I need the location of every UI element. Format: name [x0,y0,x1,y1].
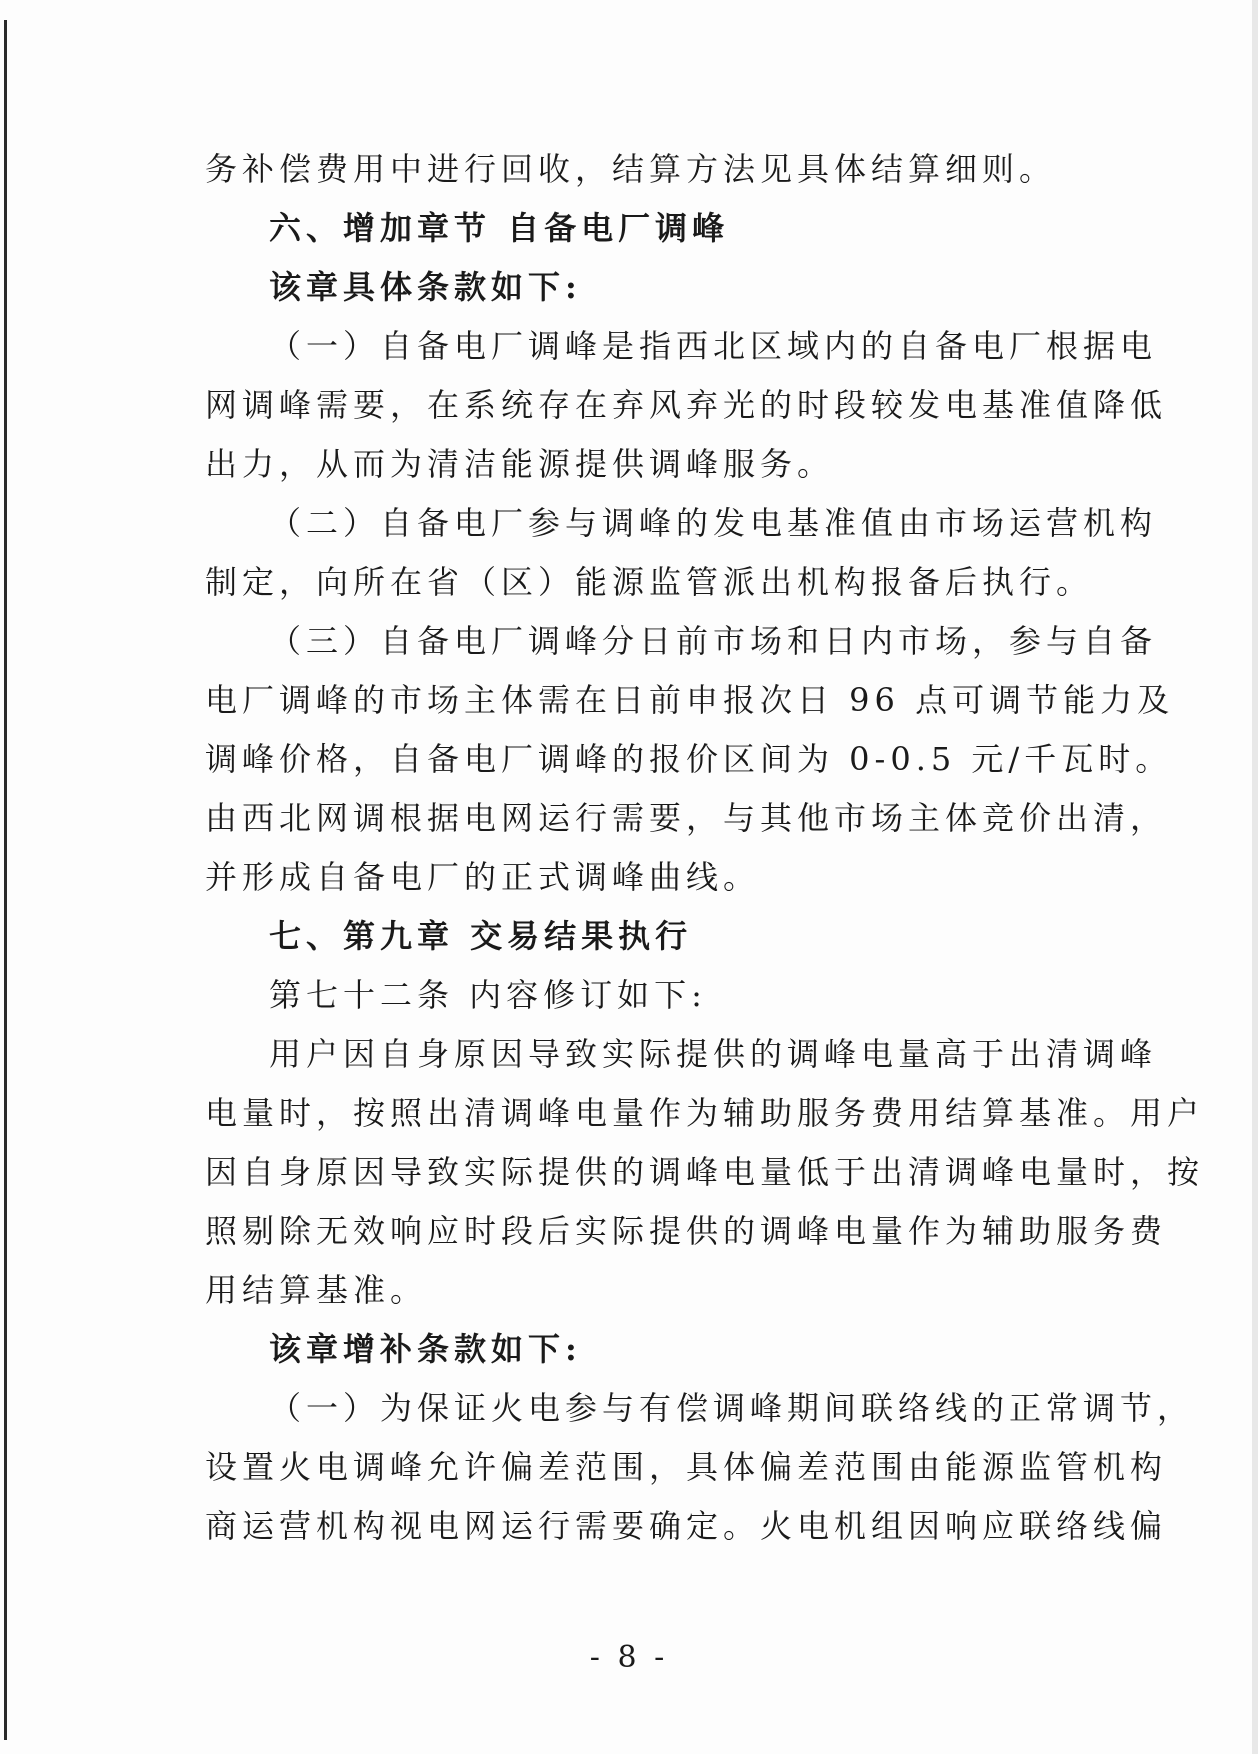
scan-left-border [4,20,7,1740]
text-line-6: 出力，从而为清洁能源提供调峰服务。 [205,445,835,483]
text-line-24: 商运营机构视电网运行需要确定。火电机组因响应联络线偏 [205,1507,1168,1545]
text-line-18: 因自身原因导致实际提供的调峰电量低于出清调峰电量时，按 [205,1153,1205,1191]
text-line-4: （一）自备电厂调峰是指西北区域内的自备电厂根据电 [269,327,1158,365]
text-line-23: 设置火电调峰允许偏差范围，具体偏差范围由能源监管机构 [205,1448,1168,1486]
section-heading-seven: 七、第九章 交易结果执行 [269,917,693,955]
subheading-supplementary-clauses: 该章增补条款如下: [269,1330,582,1368]
text-line-16: 用户因自身原因导致实际提供的调峰电量高于出清调峰 [269,1035,1158,1073]
document-body [205,140,1205,1556]
text-line-13: 并形成自备电厂的正式调峰曲线。 [205,858,761,896]
section-heading-six: 六、增加章节 自备电厂调峰 [269,209,730,247]
text-line-7: （二）自备电厂参与调峰的发电基准值由市场运营机构 [269,504,1158,542]
text-line-20: 用结算基准。 [205,1271,428,1309]
subheading-chapter-clauses: 该章具体条款如下: [269,268,582,306]
text-line-1: 务补偿费用中进行回收，结算方法见具体结算细则。 [205,150,1057,188]
text-line-9: （三）自备电厂调峰分日前市场和日内市场，参与自备 [269,622,1158,660]
text-line-10: 电厂调峰的市场主体需在日前申报次日 96 点可调节能力及 [205,681,1175,719]
text-line-19: 照剔除无效响应时段后实际提供的调峰电量作为辅助服务费 [205,1212,1168,1250]
article-72-heading: 第七十二条 内容修订如下: [269,976,707,1014]
text-line-17: 电量时，按照出清调峰电量作为辅助服务费用结算基准。用户 [205,1094,1205,1132]
text-line-22: （一）为保证火电参与有偿调峰期间联络线的正常调节， [269,1389,1195,1427]
text-line-11: 调峰价格，自备电厂调峰的报价区间为 0-0.5 元/千瓦时。 [205,740,1173,778]
text-line-12: 由西北网调根据电网运行需要，与其他市场主体竞价出清， [205,799,1168,837]
page-number: - 8 - [589,1640,669,1675]
scan-right-border [1252,0,1258,1754]
text-line-5: 网调峰需要，在系统存在弃风弃光的时段较发电基准值降低 [205,386,1168,424]
text-line-8: 制定，向所在省（区）能源监管派出机构报备后执行。 [205,563,1094,601]
